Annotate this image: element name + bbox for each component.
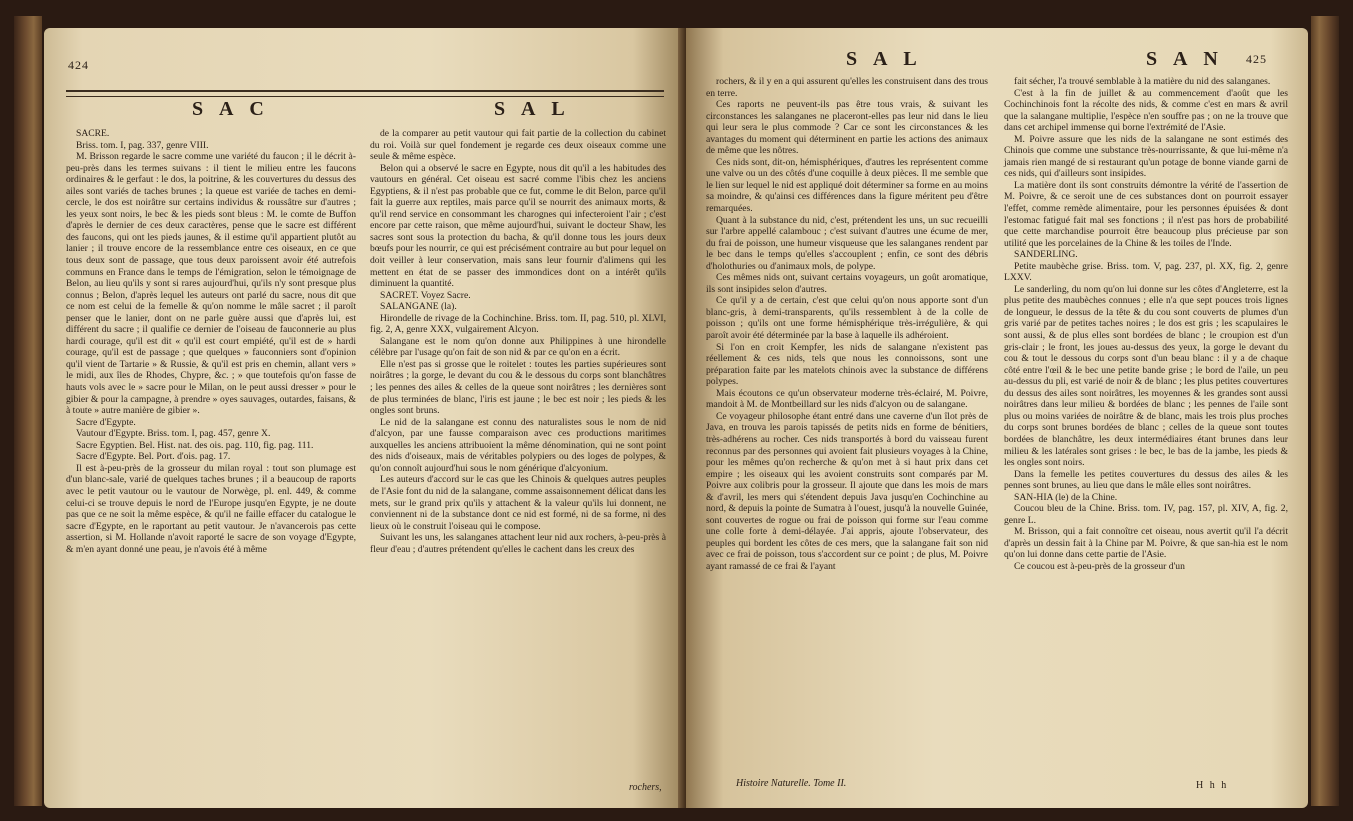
text-column-right (370, 128, 666, 555)
text-column-left (706, 76, 988, 573)
paragraph: Sacre Egyptien. Bel. Hist. nat. des ois. pag. 110, fig. pag. 111. (76, 439, 314, 451)
book-edge-right (1311, 16, 1339, 806)
text-column-right (1004, 76, 1288, 573)
paragraph: SANDERLING. (1014, 249, 1078, 261)
paragraph: fait sécher, l'a trouvé semblable à la matière du nid des salanganes. (1014, 76, 1271, 87)
left-page (44, 28, 684, 808)
header-rule (66, 90, 664, 97)
paragraph: Ce coucou est à-peu-près de la grosseur d'un (1014, 560, 1185, 572)
paragraph: Il est à-peu-près de la grosseur du milan royal : tout son plumage est d'un blanc-sale, varié de quelques taches brunes ; il a beaucoup de raports avec le petit vautour ou le vautour de Norwège, pl. enl. 449, & comme celui-ci se trouve depuis le nord de l'Europe jusqu'en Egypte, je ne doute pas que ce ne soit la même espèce, & qu'il ne faille effacer du catalogue le sacre d'Egypte, en le raportant au petit vautour. Je n'avancerois pas cette assertion, si M. Hollande n'avoit raporté le sacre de son voyage d'Egypte, & m'en ayant donné une peau, je n'avois été à même (66, 462, 356, 555)
paragraph: Le nid de la salangane est connu des naturalistes sous le nom de nid d'alcyon, par une fausse comparaison avec ces productions maritimes auxquelles les anciens attribuoient la même dénomination, qui ne sont point des nids d'oiseaux, mais de véritables polypiers ou des loges de polypes, & qu'on connoît aujourd'hui sous le nom générique d'alcyonium. (370, 416, 666, 474)
paragraph: Salangane est le nom qu'on donne aux Philippines à une hirondelle célèbre par l'usage qu'on fait de son nid & par ce qu'on en a écrit. (370, 335, 666, 359)
paragraph: Suivant les uns, les salanganes attachent leur nid aux rochers, à-peu-près à fleur d'eau ; d'autres prétendent qu'elles le cachent dans les creux des (370, 532, 666, 555)
paragraph: SALANGANE (la). (380, 301, 457, 313)
running-head-left: S A C (192, 98, 270, 120)
right-page (686, 28, 1308, 808)
paragraph: de la comparer au petit vautour qui fait partie de la collection du cabinet du roi. Voilà sur quel fondement je regarde ces deux oiseaux comme une seule & même espèce. (370, 128, 666, 163)
paragraph: Le sanderling, du nom qu'on lui donne sur les côtes d'Angleterre, est la plus petite des maubèches connues ; elle n'a que sept pouces trois lignes de longueur, le dessus de la tête & du cou sont couverts de plumes d'un gris varié par de petites taches noires ; le dos est gris ; les scapulaires le sont aussi, & de plus elles sont bordées de blanc ; le croupion est d'un gris-clair ; le front, les joues au-dessus des yeux, la gorge le devant du cou & tout le dessous du corps sont d'un beau blanc : il y a de chaque côté entre l'œil & le bec une petite bande grise ; le bord de l'aile, un peu au-dessus du pli, est varié de noir & de blanc ; les plus petites couvertures du dessus des ailes sont noirâtres, les moyennes & les grandes sont aussi noirâtres dans leur milieu & bordées de blanc ; les pennes de l'aile sont plus ou moins variées de noirâtre & de blanc, mais les trois plus proches du corps sont brunes bordées de blanc ; celles de la queue sont toutes bordées de blanchâtre, les deux intermédiaires étant brunes dans leur milieu & les latérales sont grises : le bec, le bas de la jambe, les pieds & les ongles sont noirs. (1004, 283, 1288, 469)
running-head-right: S A N (1146, 48, 1224, 70)
footer-title: Histoire Naturelle. Tome II. (736, 778, 847, 789)
open-book (14, 6, 1339, 818)
paragraph: Sacre d'Egypte. Bel. Port. d'ois. pag. 17. (76, 451, 231, 463)
paragraph: Ce qu'il y a de certain, c'est que celui qu'on nous apporte sont d'un blanc-gris, à demi-transparents, qu'ils ressemblent à de la colle de poisson ; qu'ils ont une forme hémisphérique très-irrégulière, & qui paroît avoir été déterminée par la base à laquelle ils adhéroient. (706, 295, 988, 342)
paragraph: C'est à la fin de juillet & au commencement d'août que les Cochinchinois font la récolte des nids, & comme c'est en mars & avril que la salangane multiplie, l'espèce n'en souffre pas ; on ne la trouve que dans cet archipel immense qui borne l'extrémité de l'Asie. (1004, 87, 1288, 134)
paragraph: Les auteurs d'accord sur le cas que les Chinois & quelques autres peuples de l'Asie font du nid de la salangane, comme assaisonnement délicat dans les mets, sur le grand prix qu'ils y attachent & la valeur qu'ils lui donnent, ne conviennent ni de la substance dont ce nid est formé, ni de sa forme, ni des lieux où le construit l'oiseau qui le compose. (370, 474, 666, 532)
paragraph: Sacre d'Egypte. (76, 416, 136, 428)
paragraph: Vautour d'Egypte. Briss. tom. I, pag. 457, genre X. (76, 428, 271, 440)
paragraph: M. Poivre assure que les nids de la salangane ne sont estimés des Chinois que comme une substance très-nourrissante, & que lui-même n'a jamais rien mangé de si restaurant qu'un potage de bonne viande garni de ces nids, qui d'ailleurs sont insipides. (1004, 133, 1288, 180)
paragraph: SACRE. (76, 128, 110, 139)
paragraph: Dans la femelle les petites couvertures du dessus des ailes & les pennes sont brunes, au lieu que dans le mâle elles sont noirâtres. (1004, 468, 1288, 492)
paragraph: Mais écoutons ce qu'un observateur moderne très-éclairé, M. Poivre, mandoit à M. de Montbeillard sur les nids d'alcyon ou de salangane. (706, 387, 988, 411)
page-number: 425 (1246, 52, 1267, 66)
signature-mark: H h h (1196, 780, 1229, 791)
page-number: 424 (68, 58, 89, 72)
book-edge-left (14, 16, 42, 806)
paragraph: Ces nids sont, dit-on, hémisphériques, d'autres les représentent comme une valve ou un des côtés d'une coquille à deux pièces. Il me semble que le lien sur lequel le nid est appliqué doit déterminer sa forme en au moins sa moindre, & qu'ainsi ces différences dans la figure méritent peu d'être remarquées. (706, 156, 988, 215)
paragraph: Hirondelle de rivage de la Cochinchine. Briss. tom. II, pag. 510, pl. XLVI, fig. 2, A, genre XXX, vulgairement Alcyon. (370, 312, 666, 336)
paragraph: M. Brisson regarde le sacre comme une variété du faucon ; il le décrit à-peu-près dans les termes suivans : il tient le milieu entre les faucons ordinaires & le gerfaut : le dos, la poitrine, & les couvertures du dessus des ailes sont variés de taches brunes ; la queue est variée de taches en demi-cercle, le dos est noirâtre sur certains individus & roussâtre sur d'autres ; les yeux sont noirs, le bec & les pieds sont bleus : M. le comte de Buffon d'après le dernier de ces deux caractères, pense que le sacre est différent des faucons, qui ont les pieds jaunes, & il estime qu'il appartient plutôt au lanier ; il trouve encore de la ressemblance entre ces oiseaux, en ce que tous deux sont de passage, que tous deux paroissent avoir été autrefois communs en France dans le temps de l'émigration, selon le témoignage de Belon, au lieu qu'ils y sont si rares aujourd'hui, qu'ils n'y sont presque plus connus ; Belon, d'après lequel les auteurs ont parlé du sacre, nous dit que ce nom est celui de la femelle & qu'on nomme le mâle sacret ; il paroît penser que le lanier, dont on ne parle guère aussi que d'après lui, est différent du sacre ; il qualifie ce dernier de l'oiseau de fauconnerie au plus hardi courage, qu'il est dit « qu'il est court empiété, qu'il est de » hardi courage, qu'il est de passage ; que quelques » fauconniers sont d'opinion qu'il vient de Tartarie » & Russie, & qu'il est pris en chemin, allant vers » le midi, aux îles de Rhodes, Chypre, &c. ; » que toutefois qu'on fasse de hauts vols avec le » sacre pour le Milan, on le peut aussi dresser » pour le gibier & pour la campagne, à prendre » oyes sauvages, outardes, faisans, & à toute » autre manière de gibier ». (66, 151, 356, 417)
paragraph: Belon qui a observé le sacre en Egypte, nous dit qu'il a les habitudes des vautours en général. Cet oiseau est sacré comme l'ibis chez les anciens Egyptiens, & il n'est pas probable que ce fut, comme le dit Belon, parce qu'il fait la guerre aux reptiles, mais parce qu'il se nourrit des animaux morts, & qu'il rend service en consommant les charognes qui infecteroient l'air ; c'est encore par cette raison, que même aujourd'hui, suivant le docteur Shaw, les sacres sont sous la protection du bacha, & qu'il donne tous les jours deux bœufs pour les nourrir, ce qui est précisément contraire au but pour lequel on doit veiller à leur conservation, mais sans leur fournir d'alimens qui les mettent en état de se passer des immondices dont on a intérêt qu'ils diminuent la quantité. (370, 162, 666, 290)
paragraph: M. Brisson, qui a fait connoître cet oiseau, nous avertit qu'il l'a décrit d'après un dessin fait à la Chine par M. Poivre, & que san-hia est le nom qu'on lui donne dans cette partie de l'Asie. (1004, 526, 1288, 561)
paragraph: rochers, & il y en a qui assurent qu'elles les construisent dans des trous en terre. (706, 76, 988, 99)
paragraph: SAN-HIA (le) de la Chine. (1014, 491, 1118, 503)
paragraph: Petite maubèche grise. Briss. tom. V, pag. 237, pl. XX, fig. 2, genre LXXV. (1004, 260, 1288, 284)
running-head-right: S A L (494, 98, 571, 120)
paragraph: Quant à la substance du nid, c'est, prétendent les uns, un suc recueilli sur l'arbre appellé calambouc ; c'est suivant d'autres une écume de mer, du frai de poisson, une humeur visqueuse que les salanganes rendent par le bec dans le temps qu'elles s'accouplent ; enfin, ce sont des débris d'holothuries ou d'animaux mols, de polype. (706, 214, 988, 272)
paragraph: Ces raports ne peuvent-ils pas être tous vrais, & suivant les circonstances les salanganes ne placeront-elles pas leur nid dans le lieu qui leur sera le plus commode ? Car ce sont les circonstances & les avantages du moment qui déterminent en partie les actions des animaux de même que les nôtres. (706, 99, 988, 157)
paragraph: Elle n'est pas si grosse que le roitelet : toutes les parties supérieures sont noirâtres ; la gorge, le devant du cou & le dessous du corps sont blanchâtres ; les pennes des ailes & celles de la queue sont noirâtres ; les dernières sont de plus terminées de blanc, l'iris est jaune ; le bec est noir ; les pieds & les ongles sont bruns. (370, 358, 666, 417)
paragraph: La matière dont ils sont construits démontre la vérité de l'assertion de M. Poivre, & ce seroit une de ces substances dont on pourroit essayer l'effet, comme remède alimentaire, pour les personnes épuisées & dont l'estomac fatigué fait mal ses fonctions ; il n'est pas hors de probabilité que cette marchandise pourroit être beaucoup plus précieuse par son utilité que les porcelaines de la Chine & les toiles de l'Inde. (1004, 179, 1288, 249)
running-head-left: S A L (846, 48, 923, 70)
paragraph: Ce voyageur philosophe étant entré dans une caverne d'un îlot près de Java, en trouva les parois tapissés de petits nids en forme de bénitiers, très-adhérens au rocher. Ces nids transportés à bord du vaisseau furent reconnus par des personnes qui avoient fait plusieurs voyages à la Chine, pour les mêmes qu'on recherche & qu'on met à si haut prix dans cet empire ; les oiseaux qui les avoient construits sont comparés par M. Poivre aux colibris pour la grosseur. Il ajoute que dans les mois de mars & d'avril, les mers qui s'étendent depuis Java jusqu'en Cochinchine au nord, & depuis la pointe de Sumatra à l'ouest, jusqu'à la nouvelle Guinée, sont couvertes de rogue ou frai de poisson qui forme sur l'eau comme une colle forte à demi-délayée. J'ai appris, ajoute l'observateur, des peuples qui bordent les côtes de ces mers, que la salangane fait son nid avec ce frai de poisson, tous s'accordent sur ce point ; de plus, M. Poivre ayant ramassé de ce frai & l'ayant (706, 410, 988, 572)
paragraph: Si l'on en croit Kempfer, les nids de salangane n'existent pas réellement & ces nids, tels que nous les connoissons, sont une préparation faite par les matelots chinois avec la substance de différens polypes. (706, 341, 988, 388)
paragraph: Coucou bleu de la Chine. Briss. tom. IV, pag. 157, pl. XIV, A, fig. 2, genre L. (1004, 503, 1288, 526)
catchword: rochers, (629, 782, 662, 793)
text-column-left (66, 128, 356, 555)
paragraph: Ces mêmes nids ont, suivant certains voyageurs, un goût aromatique, ils sont insipides selon d'autres. (706, 272, 988, 295)
paragraph: Briss. tom. I, pag. 337, genre VIII. (76, 139, 209, 151)
paragraph: SACRET. Voyez Sacre. (380, 289, 471, 301)
